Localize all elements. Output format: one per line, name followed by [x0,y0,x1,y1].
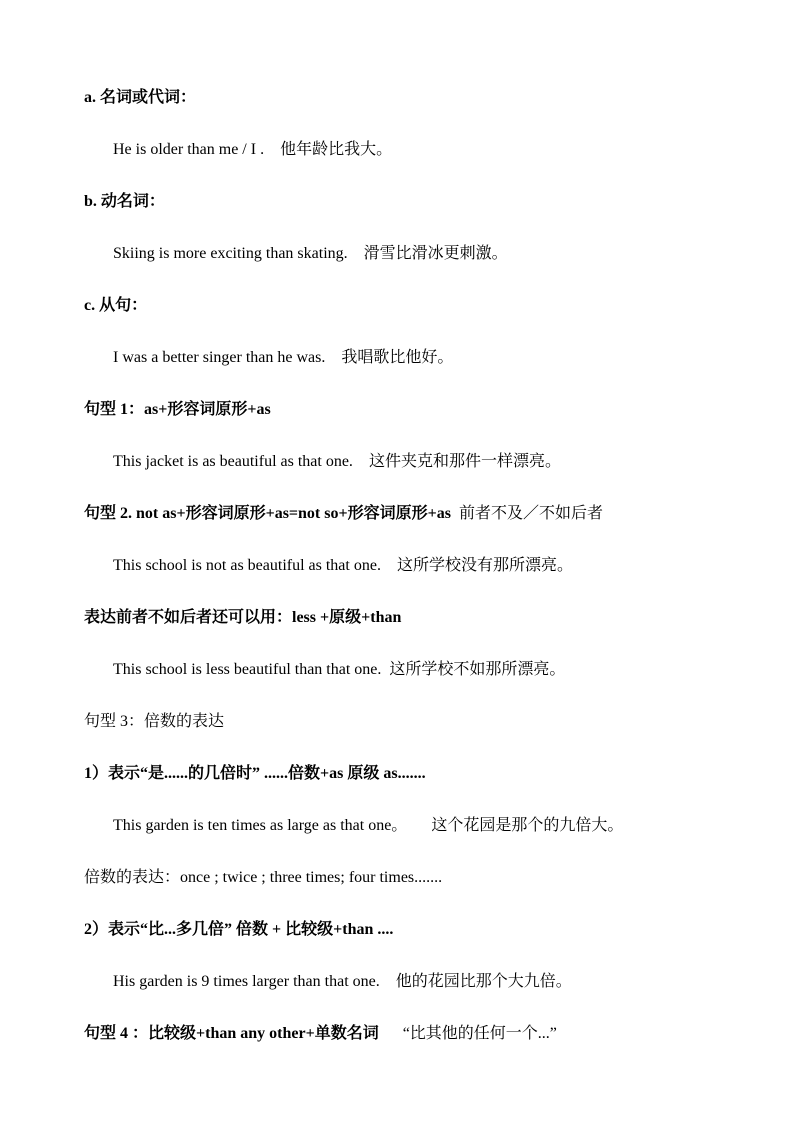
example-line [113,348,453,368]
heading-bold: 表达前者不如后者还可以用：less +原级+than [84,609,402,626]
example-chinese: 这件夹克和那件一样漂亮。 [368,453,561,470]
example-line [113,972,572,992]
heading-normal: 前者不及／不如后者 [458,505,603,522]
example-line [113,140,392,160]
example-english: His garden is 9 times larger than that one. [113,973,380,990]
heading-bold: 2）表示“比...多几倍” 倍数 + 比较级+than .... [84,921,394,938]
section-heading [84,192,165,212]
section-heading [84,504,603,524]
example-english: This school is not as beautiful as that one. [113,557,381,574]
section-heading [84,1024,557,1044]
heading-normal: 倍数的表达：once ; twice ; three times; four times....... [84,869,443,886]
example-line [113,556,573,576]
example-english: This jacket is as beautiful as that one. [113,453,353,470]
heading-bold: 句型 2. not as+形容词原形+as=not so+形容词原形+as [84,505,451,522]
example-chinese: 我唱歌比他好。 [341,349,454,366]
section-heading [84,868,442,888]
heading-bold: 句型 4 ：比较级+than any other+单数名词 [84,1025,379,1042]
example-chinese: 这所学校不如那所漂亮。 [389,661,566,678]
example-english: This garden is ten times as large as that one。 [113,817,408,834]
section-heading [84,920,393,940]
example-english: I was a better singer than he was. [113,349,326,366]
heading-bold: 句型 1：as+形容词原形+as [84,401,271,418]
example-line [113,244,508,264]
section-heading [84,712,224,732]
example-english: This school is less beautiful than that one. [113,661,382,678]
example-english: Skiing is more exciting than skating. [113,245,348,262]
example-chinese: 这个花园是那个的九倍大。 [431,817,624,834]
example-chinese: 他的花园比那个大九倍。 [395,973,572,990]
example-english: He is older than me / I . [113,141,265,158]
section-heading [84,88,196,108]
section-heading [84,400,271,420]
example-chinese: 他年龄比我大。 [280,141,393,158]
example-line [113,660,565,680]
example-chinese: 滑雪比滑冰更刺激。 [363,245,508,262]
heading-bold: b. 动名词： [84,193,165,210]
section-heading [84,764,426,784]
heading-normal: “比其他的任何一个...” [402,1025,557,1042]
example-line [113,816,623,836]
heading-bold: 1）表示“是......的几倍时” ......倍数+as 原级 as....... [84,765,426,782]
heading-bold: c. 从句： [84,297,148,314]
example-chinese: 这所学校没有那所漂亮。 [396,557,573,574]
heading-bold: a. 名词或代词： [84,89,197,106]
section-heading [84,608,401,628]
example-line [113,452,561,472]
section-heading [84,296,147,316]
heading-normal: 句型 3：倍数的表达 [84,713,225,730]
